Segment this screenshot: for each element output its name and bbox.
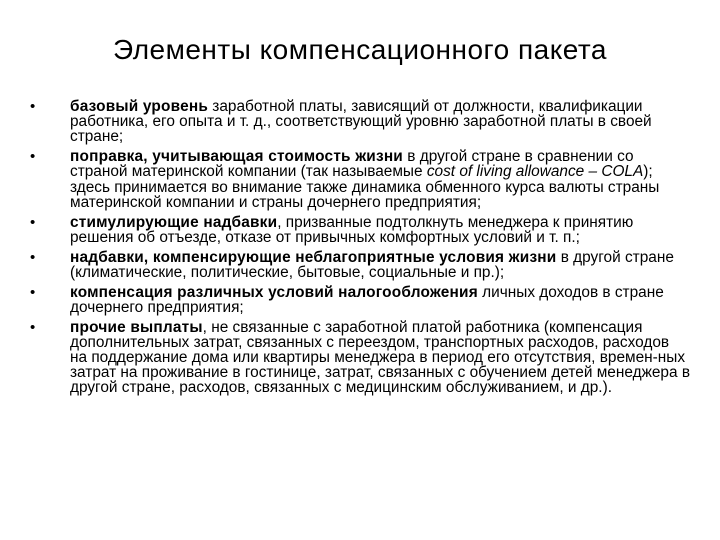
item-text-continued: ); здесь принимается во внимание также динамика обменного курса валюты страны материнской компании и страны дочернего предприятия; bbox=[70, 163, 660, 211]
bullet-icon: • bbox=[30, 318, 36, 336]
list-item bbox=[30, 215, 690, 245]
bullet-icon: • bbox=[30, 213, 36, 231]
item-italic-text: cost of living allowance – COLA bbox=[426, 163, 644, 181]
bullet-list bbox=[30, 99, 690, 400]
item-text: , призванные подтолкнуть менеджера к принятию решения об отъезде, отказе от привычных комфортных условий и т. п.; bbox=[70, 213, 634, 246]
item-text: личных доходов в стране дочернего предприятия; bbox=[70, 283, 664, 316]
item-term: надбавки, компенсирующие неблагоприятные условия жизни bbox=[70, 248, 557, 266]
bullet-icon: • bbox=[30, 148, 36, 166]
item-term: стимулирующие надбавки bbox=[70, 213, 278, 231]
list-item bbox=[30, 99, 690, 145]
item-term: базовый уровень bbox=[70, 98, 208, 115]
list-item bbox=[30, 285, 690, 315]
bullet-icon: • bbox=[30, 283, 36, 301]
item-term: компенсация различных условий налогообложения bbox=[70, 283, 478, 301]
item-text: в другой стране в сравнении со страной материнской компании (так называемые bbox=[70, 148, 634, 181]
list-item bbox=[30, 149, 690, 210]
bullet-icon: • bbox=[30, 248, 36, 266]
list-item bbox=[30, 250, 690, 280]
item-text: в другой стране (климатические, политические, бытовые, социальные и пр.); bbox=[70, 248, 674, 281]
item-text: заработной платы, зависящий от должности, квалификации работника, его опыта и т. д., соответствующий уровню заработной платы в своей стране; bbox=[70, 98, 652, 146]
bullet-icon: • bbox=[30, 98, 36, 115]
item-text: , не связанные с заработной платой работника (компенсация дополнительных затрат, связанных с переездом, транспортных расходов, расходов на поддержание дома или квартиры менеджера в период его отсутствия, времен-ных затрат на проживание в гостинице, затрат, связанных с обучением детей менеджера в другой стране, расходов, связанных с медицинским обслуживанием, и др.). bbox=[70, 318, 690, 397]
slide-title: Элементы компенсационного пакета bbox=[113, 34, 607, 65]
item-term: поправка, учитывающая стоимость жизни bbox=[70, 148, 403, 166]
list-item bbox=[30, 320, 690, 396]
item-term: прочие выплаты bbox=[70, 318, 203, 336]
